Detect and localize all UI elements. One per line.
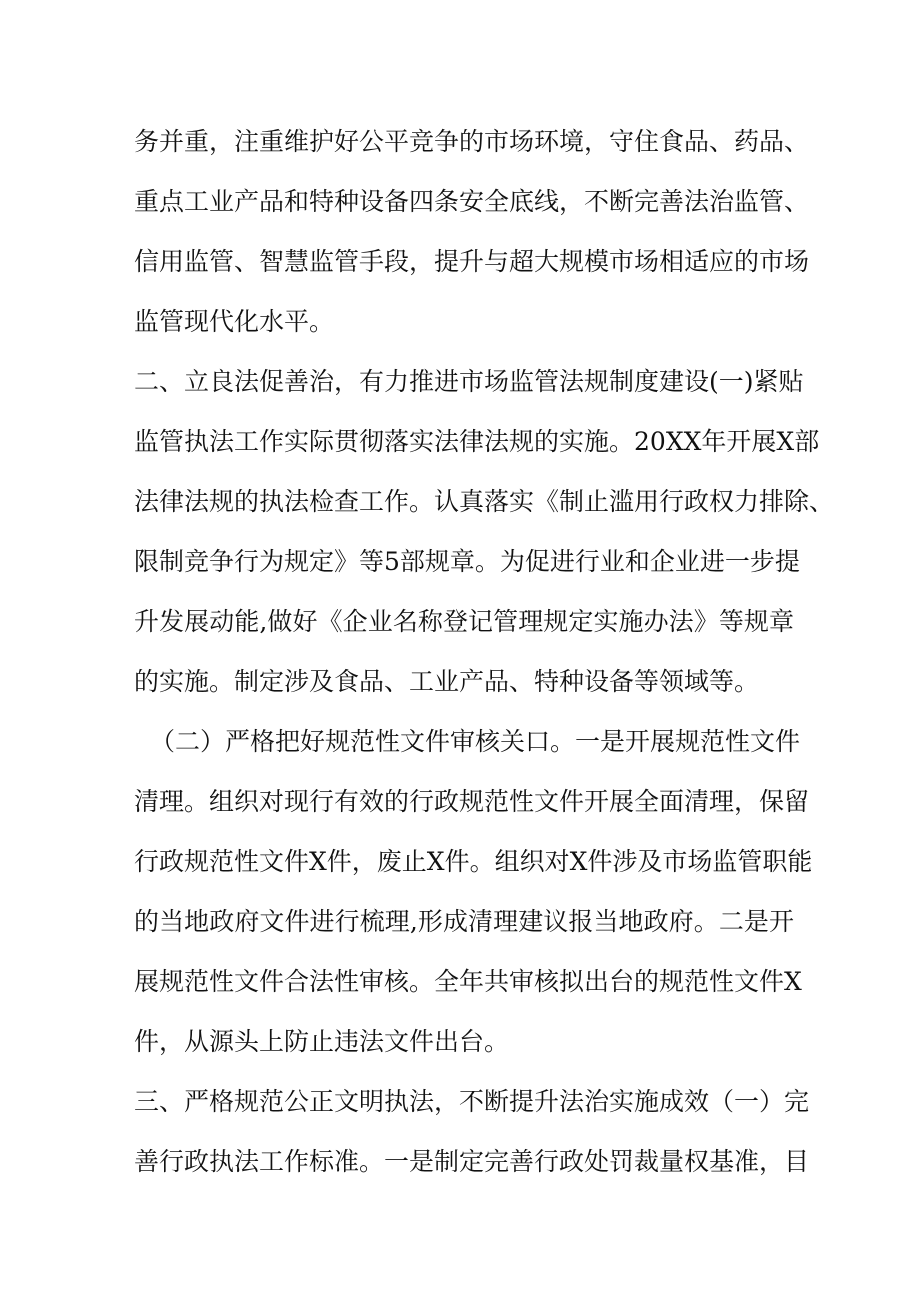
paragraph-3 xyxy=(134,727,813,1088)
text-line: 的当地政府文件进行梳理,形成清理建议报当地政府。二是开 xyxy=(134,907,794,936)
text-line: 三、严格规范公正文明执法，不断提升法治实施成效（一）完 xyxy=(134,1087,810,1116)
text-line: 升发展动能,做好《企业名称登记管理规定实施办法》等规章 xyxy=(134,607,794,636)
text-line: 限制竞争行为规定》等5部规章。为促进行业和企业进一步提 xyxy=(134,547,800,576)
paragraph-1 xyxy=(134,127,810,368)
paragraph-2 xyxy=(134,367,835,728)
text-line: 清理。组织对现行有效的行政规范性文件开展全面清理，保留 xyxy=(134,787,810,816)
text-line: 信用监管、智慧监管手段，提升与超大规模市场相适应的市场 xyxy=(134,247,810,276)
text-line: 务并重，注重维护好公平竞争的市场环境，守住食品、药品、 xyxy=(134,127,810,156)
text-line: 善行政执法工作标准。一是制定完善行政处罚裁量权基准，目 xyxy=(134,1147,810,1176)
text-line: 重点工业产品和特种设备四条安全底线，不断完善法治监管、 xyxy=(134,187,810,216)
text-line: 法律法规的执法检查工作。认真落实《制止滥用行政权力排除、 xyxy=(134,487,835,516)
paragraph-4 xyxy=(134,1087,810,1208)
text-line: 行政规范性文件X件，废止X件。组织对X件涉及市场监管职能 xyxy=(134,847,813,876)
text-line: 展规范性文件合法性审核。全年共审核拟出台的规范性文件X xyxy=(134,967,802,996)
text-line: 监管现代化水平。 xyxy=(134,307,335,336)
text-line: 二、立良法促善治，有力推进市场监管法规制度建设(一)紧贴 xyxy=(134,367,804,396)
text-line: 的实施。制定涉及食品、工业产品、特种设备等领域等。 xyxy=(134,667,760,696)
text-line: 件，从源头上防止违法文件出台。 xyxy=(134,1027,510,1056)
text-line: （二）严格把好规范性文件审核关口。一是开展规范性文件 xyxy=(150,727,801,756)
text-line: 监管执法工作实际贯彻落实法律法规的实施。20XX年开展X部 xyxy=(134,427,820,456)
